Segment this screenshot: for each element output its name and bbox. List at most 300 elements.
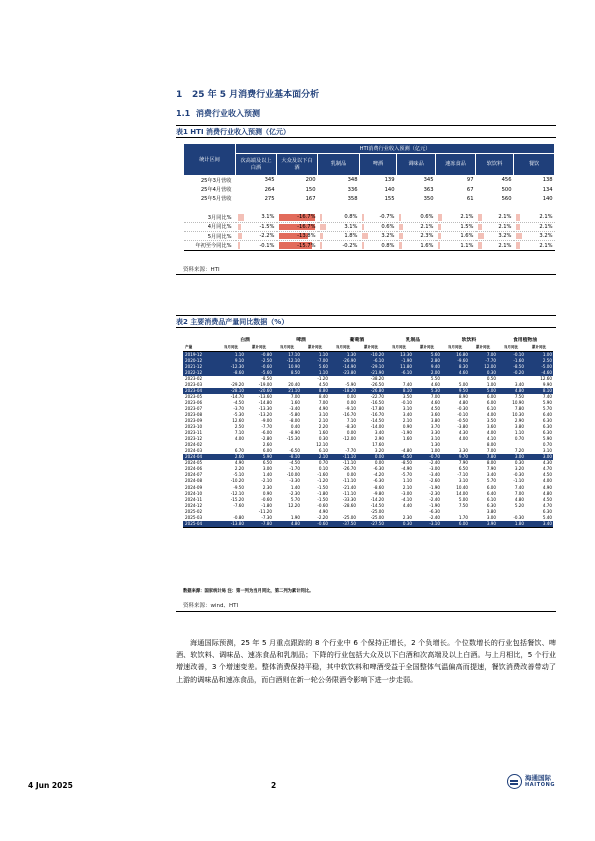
table-cell: 363 [423, 186, 434, 193]
table-cell: 8.10 [525, 388, 553, 394]
table-cell: 6.70 [234, 448, 244, 454]
table-cell: 1.60 [318, 430, 328, 436]
table-cell: 7.90 [458, 460, 468, 466]
table-cell: 6.00 [441, 521, 469, 528]
table-cell: 139 [384, 177, 395, 184]
table-cell: -7.80 [245, 521, 273, 528]
table-cell: 0.70 [514, 436, 524, 442]
table-cell: 4.60 [430, 399, 440, 405]
table1-column-header: 软饮料 [476, 154, 514, 176]
table-cell: -1.90 [385, 358, 413, 364]
table-cell: -11.10 [329, 454, 357, 460]
table-cell: 0.30 [469, 370, 497, 376]
table-cell: 2.30 [262, 484, 272, 490]
data-bar-label: 0.6% [381, 223, 395, 230]
table-cell: 9.40 [413, 364, 441, 370]
table-cell: -16.50 [370, 399, 384, 405]
data-bar-label: 3.2% [498, 233, 512, 240]
table-cell: 7.00 [469, 351, 497, 358]
table1-column-header: 餐饮 [514, 154, 555, 176]
table-cell: 2.20 [234, 466, 244, 472]
table-cell: 0.90 [402, 424, 412, 430]
table-cell: 0.10 [318, 466, 328, 472]
table-cell: -5.30 [233, 411, 244, 417]
data-bar-cell [236, 241, 277, 250]
table-cell: 167 [305, 195, 316, 202]
data-bar-label: -2.2% [259, 233, 275, 240]
table-cell: -6.30 [429, 508, 440, 514]
row-label: 2023-03 [185, 381, 203, 387]
table-cell: 336 [347, 186, 358, 193]
table-cell: 1.10 [402, 478, 412, 484]
spacer-row [184, 204, 555, 213]
table-cell: 3.30 [458, 448, 468, 454]
table2-note: 数据来源：国家统计局 注：第一列为当月同比，第二列为累计同比。 [183, 589, 314, 594]
data-bar [438, 224, 441, 230]
table-cell: 1.00 [486, 381, 496, 387]
table-cell: 140 [384, 186, 395, 193]
data-bar [320, 224, 327, 230]
table-cell: 1.10 [514, 430, 524, 436]
table-cell: 2.90 [514, 417, 524, 423]
table-cell: 7.50 [458, 502, 468, 508]
table-cell: -13.80 [217, 521, 245, 528]
data-bar [320, 242, 322, 248]
table-cell: 2.10 [318, 417, 328, 423]
row-label: 年初至今同比% [184, 241, 236, 250]
table-cell: -10.20 [357, 351, 385, 358]
row-label: 2024-07 [185, 472, 203, 478]
table-cell: -2.40 [429, 514, 440, 520]
table-cell: 345 [264, 177, 275, 184]
data-bar-label: -16.7% [297, 214, 316, 221]
table-cell: -11.20 [258, 508, 272, 514]
table-cell: 1.60 [402, 436, 412, 442]
table-cell: -4.20 [373, 472, 384, 478]
data-bar-label: -13.8% [297, 233, 316, 240]
row-label: 2023-06 [185, 399, 203, 405]
data-bar-label: 2.1% [420, 223, 434, 230]
table-cell: -1.20 [317, 478, 328, 484]
table-row [184, 222, 555, 231]
table-row [184, 176, 555, 185]
row-label: 3月同比% [184, 213, 236, 222]
table-cell: -1.10 [513, 478, 524, 484]
data-bar-label: 3.1% [344, 223, 358, 230]
row-label: 2024-03 [185, 448, 203, 454]
row-label: 2023-05 [185, 393, 203, 399]
table-cell: -2.10 [261, 478, 272, 484]
table-cell: 4.60 [430, 381, 440, 387]
table-cell: -13.20 [258, 411, 272, 417]
table-cell: 5.90 [542, 399, 552, 405]
table-cell: 2.10 [402, 484, 412, 490]
spacer-cell [184, 204, 555, 213]
table-cell: 4.50 [318, 381, 328, 387]
table-cell: -2.30 [289, 490, 300, 496]
table-cell: -1.50 [317, 484, 328, 490]
table-cell: 3.40 [374, 430, 384, 436]
table-cell: 0.40 [290, 424, 300, 430]
footer-date: 4 Jun 2025 [28, 781, 73, 790]
table-cell: -0.10 [457, 411, 468, 417]
table-cell: 5.40 [542, 514, 552, 520]
data-bar [238, 242, 240, 248]
table-cell: -0.20 [497, 370, 525, 376]
data-bar-cell [360, 222, 397, 231]
table-cell: -12.30 [217, 364, 245, 370]
table-cell: 17.60 [372, 442, 384, 448]
data-bar-cell [318, 241, 360, 250]
table-cell: -23.80 [329, 370, 357, 376]
table-cell: -13.60 [258, 393, 272, 399]
table2-caption: 表2 主要消费品产量同比数据（%） [176, 315, 556, 328]
data-bar-label: 2.1% [539, 214, 553, 221]
table-cell: 358 [347, 195, 358, 202]
table-cell: 2.00 [413, 370, 441, 376]
row-label: 2021-12 [183, 364, 217, 370]
table-cell: 8.00 [486, 442, 496, 448]
data-bar-label: 0.8% [344, 214, 358, 221]
table-cell: -7.70 [345, 448, 356, 454]
table-cell: 6.00 [486, 399, 496, 405]
table-cell: -0.30 [513, 472, 524, 478]
row-label: 2024-12 [185, 502, 203, 508]
table-cell: 0.70 [318, 460, 328, 466]
subsection-title: 消费行业收入预测 [196, 109, 260, 118]
table-cell: -16.70 [342, 411, 356, 417]
table-cell: 8.50 [273, 370, 301, 376]
table-cell: -3.40 [289, 405, 300, 411]
table-cell: -38.20 [370, 375, 384, 381]
row-label: 2023-07 [185, 405, 203, 411]
table-cell: 10.90 [512, 399, 524, 405]
table-cell: -0.70 [413, 454, 441, 460]
table-cell: 5.00 [458, 381, 468, 387]
data-bar-label: 2.1% [539, 242, 553, 249]
table-cell: -11.10 [342, 460, 356, 466]
data-bar-cell [277, 213, 318, 222]
table-cell: -0.30 [457, 405, 468, 411]
table-cell: 1.10 [217, 351, 245, 358]
table-cell: -1.60 [497, 358, 525, 364]
table-cell: 6.30 [542, 417, 552, 423]
data-bar-cell [397, 213, 436, 222]
table1-caption: 表1 HTI 消费行业收入预测（亿元） [176, 125, 556, 138]
section-number: 1 [176, 90, 183, 100]
data-bar-label: 2.1% [498, 223, 512, 230]
table-cell: -1.20 [317, 375, 328, 381]
table-cell: 4.80 [273, 521, 301, 528]
table-cell: 7.00 [430, 393, 440, 399]
table-cell: -8.30 [345, 424, 356, 430]
table-cell: -12.00 [342, 436, 356, 442]
table-row [184, 241, 555, 250]
table1-column-header: 速冻食品 [436, 154, 476, 176]
data-bar-label: 2.1% [498, 214, 512, 221]
table-cell: -5.70 [401, 472, 412, 478]
data-bar-cell [397, 231, 436, 240]
table-cell: -14.50 [370, 417, 384, 423]
table-cell: -3.00 [401, 490, 412, 496]
table2-group-header: 啤酒 [296, 337, 306, 343]
table-cell: -1.80 [261, 502, 272, 508]
table-cell: 4.70 [542, 502, 552, 508]
table-cell: -15.20 [230, 496, 244, 502]
data-bar [516, 224, 521, 230]
table2-sub-header: 累计同比 [301, 344, 329, 351]
table1-stub-header: 统计区间 [184, 144, 236, 176]
table-cell: -8.60 [217, 370, 245, 376]
table-cell: 2.60 [217, 454, 245, 460]
table-cell: 6.10 [318, 448, 328, 454]
data-bar-label: 3.2% [539, 233, 553, 240]
table-cell: -29.20 [230, 381, 244, 387]
table-cell: 6.50 [262, 460, 272, 466]
data-bar-label: 1.5% [460, 223, 474, 230]
table-cell: 5.70 [290, 496, 300, 502]
table-cell: 2.20 [318, 424, 328, 430]
table-cell: 7.00 [318, 399, 328, 405]
table-cell: 4.50 [542, 496, 552, 502]
table-cell: 1.30 [329, 351, 357, 358]
data-bar-label: -1.5% [259, 223, 275, 230]
table-cell: -9.50 [233, 484, 244, 490]
table-cell: 2.50 [525, 358, 553, 364]
table-cell: -20.60 [245, 388, 273, 394]
table2-group-header: 乳制品 [405, 337, 421, 343]
subsection-number: 1.1 [176, 109, 191, 118]
haitong-logo [507, 774, 555, 789]
row-label: 2022-12 [183, 370, 217, 376]
table-cell: 6.10 [486, 496, 496, 502]
table-cell: -5.80 [289, 411, 300, 417]
row-label: 25年5月营收 [200, 196, 232, 203]
page-number: 2 [271, 781, 277, 790]
data-bar-label: -16.7% [297, 223, 316, 230]
table-cell: 6.40 [542, 411, 552, 417]
subsection-heading [176, 108, 260, 119]
table-cell: 8.80 [301, 388, 329, 394]
data-bar-cell [514, 222, 555, 231]
table-cell: -7.10 [457, 472, 468, 478]
table-cell: -1.70 [289, 466, 300, 472]
table-cell: 5.00 [458, 496, 468, 502]
data-bar-cell [360, 241, 397, 250]
data-bar-cell [277, 231, 318, 240]
table-cell: -0.80 [233, 514, 244, 520]
table-cell: -9.80 [373, 490, 384, 496]
logo-cn-text: 海通国际 [525, 773, 551, 782]
data-bar [320, 214, 322, 221]
table-cell: 7.10 [346, 417, 356, 423]
section-heading [176, 87, 319, 100]
table-cell: 1.00 [430, 448, 440, 454]
data-bar-cell [360, 231, 397, 240]
table-cell: -1.90 [429, 484, 440, 490]
table-cell: 8.40 [318, 393, 328, 399]
data-bar [438, 214, 443, 221]
table-cell: 1.40 [262, 472, 272, 478]
table2-sub-header: 累计同比 [245, 344, 273, 351]
row-label: 2023-02 [185, 375, 203, 381]
row-label: 5月同比% [184, 231, 236, 240]
table-cell: 4.40 [402, 502, 412, 508]
table-cell: -14.00 [370, 424, 384, 430]
data-bar [516, 233, 523, 239]
table-cell: 9.10 [217, 358, 245, 364]
table-cell: 1.30 [430, 442, 440, 448]
table-cell: 0.30 [514, 460, 524, 466]
data-bar [399, 214, 401, 221]
table-cell: -7.00 [301, 358, 329, 364]
table-cell: -6.50 [385, 454, 413, 460]
table-cell: 500 [501, 186, 512, 193]
data-bar [516, 214, 521, 221]
row-label: 2020-12 [183, 358, 217, 364]
row-label: 4月同比% [184, 222, 236, 231]
row-label: 2023-09 [185, 417, 203, 423]
table-cell: 3.40 [514, 381, 524, 387]
table-cell: 6.50 [458, 466, 468, 472]
table-cell: 4.80 [497, 388, 525, 394]
table-cell: 4.90 [542, 484, 552, 490]
row-label: 2024-08 [185, 478, 203, 484]
row-label: 2024-11 [185, 496, 203, 502]
table-cell: 12.10 [316, 442, 328, 448]
data-bar [320, 233, 324, 239]
row-label: 25年4月营收 [200, 187, 232, 194]
table-cell: 3.10 [542, 448, 552, 454]
table-cell: 7.80 [514, 405, 524, 411]
table-cell: 3.40 [486, 472, 496, 478]
table-cell: 7.00 [514, 490, 524, 496]
table-cell: -3.40 [429, 472, 440, 478]
table-cell: 1.40 [290, 484, 300, 490]
data-bar-cell [476, 213, 514, 222]
table1-column-header: 次高端及以上白酒 [236, 154, 277, 176]
table-row [184, 194, 555, 203]
table-cell: 10.90 [273, 364, 301, 370]
table-cell: -21.90 [357, 370, 385, 376]
table-cell: 4.90 [234, 460, 244, 466]
table-cell: 61 [466, 195, 474, 202]
table-cell: 7.40 [402, 381, 412, 387]
data-bar [438, 242, 440, 248]
table2-sub-header: 累计同比 [413, 344, 441, 351]
table-cell: -2.40 [429, 496, 440, 502]
data-bar [362, 233, 369, 239]
table-cell: 150 [305, 186, 316, 193]
table-cell: 4.80 [514, 496, 524, 502]
table-cell: 7.40 [514, 484, 524, 490]
data-bar [362, 214, 364, 221]
table-cell: -11.10 [342, 490, 356, 496]
table-cell: -0.60 [261, 496, 272, 502]
table-cell: 1.10 [301, 351, 329, 358]
table-cell: 5.70 [542, 405, 552, 411]
revenue-forecast-table [183, 143, 555, 251]
data-bar [399, 242, 402, 248]
data-bar-cell [318, 222, 360, 231]
table2-sub-header: 当月同比 [273, 344, 301, 351]
table-cell: -10.20 [230, 478, 244, 484]
table-cell: 0.70 [542, 442, 552, 448]
table-cell: -1.90 [401, 430, 412, 436]
table-cell: -2.80 [261, 436, 272, 442]
table-cell: 4.00 [234, 436, 244, 442]
table-cell: 4.10 [486, 436, 496, 442]
row-label: 2024-04 [183, 454, 217, 460]
table-cell: 3.60 [430, 411, 440, 417]
table-cell: -0.80 [245, 351, 273, 358]
table-cell: 7.80 [469, 454, 497, 460]
table-cell: -3.10 [413, 521, 441, 528]
data-bar-label: 0.6% [420, 214, 434, 221]
table-cell: 3.00 [262, 466, 272, 472]
table-cell: -6.30 [373, 478, 384, 484]
table2-sub-header: 当月同比 [497, 344, 525, 351]
table-cell: 6.30 [542, 424, 552, 430]
table-cell: 5.70 [486, 478, 496, 484]
table-cell: -0.60 [317, 502, 328, 508]
table-cell: -8.50 [401, 460, 412, 466]
table2-sub-header: 累计同比 [357, 344, 385, 351]
table-cell: 3.80 [514, 424, 524, 430]
table-cell: 345 [423, 177, 434, 184]
data-bar-label: -0.2% [342, 242, 358, 249]
row-label: 2024-09 [185, 484, 203, 490]
table1-column-header: 乳制品 [318, 154, 360, 176]
table-cell: 0.30 [385, 521, 413, 528]
table-cell: 12.60 [540, 375, 552, 381]
table-cell: 3.10 [402, 405, 412, 411]
analysis-paragraph: 海通国际预测，25 年 5 月重点跟踪的 8 个行业中 6 个保持正增长，2 个负增长。个位数增长的行业包括餐饮、啤酒、软饮料、调味品、速冻食品和乳制品；下降的行业包括大众及以下白酒和次高端及以上白酒。与上月相比，5 个行业增速改善，3 个增速变差。整体消费保持平稳，其中软饮料和啤酒受益于全国整体气温偏高而提速，餐饮消费改善带动了上游的调味品和速冻食品，而白酒则在新一轮公务限酒令影响下进一步走弱。 [176, 638, 556, 684]
table2-sub-header: 累计同比 [469, 344, 497, 351]
data-bar-cell [318, 231, 360, 240]
data-bar-label: -0.7% [379, 214, 395, 221]
table-cell: 3.80 [430, 417, 440, 423]
data-bar [478, 233, 485, 239]
data-bar-label: -15.7% [297, 242, 316, 249]
table-cell: 7.90 [486, 466, 496, 472]
data-bar-cell [436, 213, 476, 222]
table-cell: 264 [264, 186, 275, 193]
table-cell: 16.80 [441, 351, 469, 358]
data-bar [362, 224, 364, 230]
table-cell: -0.50 [457, 417, 468, 423]
table-cell: 97 [466, 177, 474, 184]
table-cell: 4.80 [542, 490, 552, 496]
table-cell: -2.40 [429, 460, 440, 466]
row-label: 25年3月营收 [200, 177, 232, 184]
table-cell: -7.60 [233, 502, 244, 508]
table-cell: -3.00 [429, 466, 440, 472]
table-cell: 17.10 [273, 351, 301, 358]
table-cell: 12.00 [469, 364, 497, 370]
table-cell: 2.90 [374, 436, 384, 442]
table-cell: -4.50 [289, 460, 300, 466]
table-cell: 0.00 [346, 393, 356, 399]
table-cell: -6.10 [385, 370, 413, 376]
table-cell: -28.60 [342, 502, 356, 508]
table-cell: -3.70 [233, 405, 244, 411]
data-bar-cell [514, 213, 555, 222]
row-label: 2023-12 [185, 436, 203, 442]
table2-group-header: 软饮料 [461, 337, 477, 343]
table-cell: -28.10 [217, 388, 245, 394]
table-cell: -8.60 [373, 484, 384, 490]
